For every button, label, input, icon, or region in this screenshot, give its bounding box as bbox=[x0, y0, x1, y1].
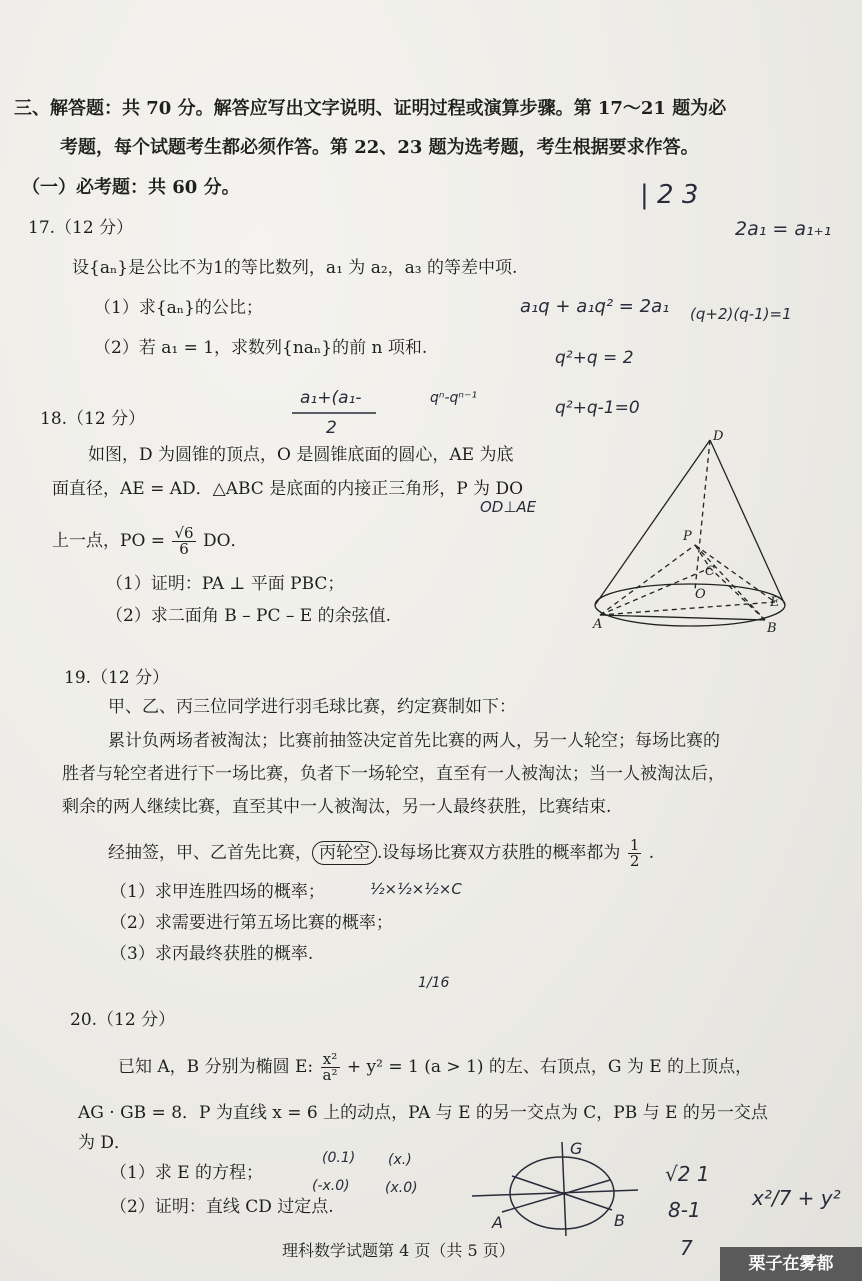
watermark-logo: 栗子在雾都 bbox=[720, 1247, 862, 1281]
hw-note-point3: (-x.0) bbox=[312, 1178, 350, 1194]
sketch-label-G: G bbox=[570, 1140, 583, 1158]
hw-note-q-power: qⁿ-qⁿ⁻¹ bbox=[430, 390, 477, 406]
q20-line3: 为 D． bbox=[78, 1133, 132, 1153]
triangle-BC bbox=[710, 568, 765, 620]
q20-frac-numerator: x² bbox=[321, 1052, 340, 1068]
hw-note-od-ae: OD⊥AE bbox=[480, 498, 537, 516]
q20-line2: AG · GB = 8．P 为直线 x = 6 上的动点，PA 与 E 的另一交点为 C，PB 与 E 的另一交点 bbox=[78, 1103, 768, 1123]
q19-circled-bye: 丙轮空 bbox=[312, 841, 377, 865]
label-A: A bbox=[593, 617, 603, 632]
q20-line1-start: 已知 A，B 分别为椭圆 E: bbox=[118, 1057, 314, 1077]
hw-note-eq3: q²+q = 2 bbox=[555, 348, 634, 368]
label-C: C bbox=[705, 564, 715, 579]
q20-line1 bbox=[118, 1052, 752, 1083]
hw-note-product: ½×½×½×C bbox=[370, 880, 462, 898]
hw-note-123: | 2 3 bbox=[640, 180, 699, 210]
sketch-label-B: B bbox=[614, 1211, 625, 1230]
q20-line1-end: + y² = 1 (a > 1) 的左、右顶点，G 为 E 的上顶点， bbox=[346, 1057, 753, 1077]
q17-part2: （2）若 a₁ = 1，求数列{naₙ}的前 n 项和. bbox=[94, 338, 428, 358]
hw-note-point4: (x.0) bbox=[385, 1180, 418, 1196]
q20-header: 20.（12 分） bbox=[70, 1010, 176, 1030]
label-B: B bbox=[767, 621, 777, 636]
q18-frac-denominator: 6 bbox=[179, 540, 189, 558]
q17-part1: （1）求{aₙ}的公比； bbox=[94, 298, 263, 318]
q20-frac-denominator: a² bbox=[322, 1066, 338, 1084]
q19-frac-denominator: 2 bbox=[629, 852, 640, 870]
q19-header: 19.（12 分） bbox=[64, 668, 170, 688]
label-D: D bbox=[713, 429, 724, 444]
q19-line4: 剩余的两人继续比赛，直至其中一人被淘汰，另一人最终获胜，比赛结束. bbox=[62, 797, 612, 817]
q18-part1: （1）证明：PA ⊥ 平面 PBC； bbox=[106, 574, 345, 594]
q19-line5-end: . bbox=[648, 843, 655, 863]
sketch-y-axis bbox=[562, 1142, 566, 1236]
sketch-line1 bbox=[502, 1180, 610, 1212]
segment-PA bbox=[600, 545, 695, 615]
q20-part2: （2）证明：直线 CD 过定点. bbox=[110, 1197, 334, 1217]
q18-line3-end: DO． bbox=[202, 531, 248, 551]
q19-frac-numerator: 1 bbox=[629, 836, 640, 854]
hw-note-frac-top: a₁+(a₁- bbox=[300, 388, 362, 408]
q19-part1: （1）求甲连胜四场的概率； bbox=[110, 882, 325, 902]
sketch-label-A: A bbox=[492, 1213, 503, 1232]
segment-PB bbox=[695, 545, 765, 620]
hw-note-frac-bottom: 2 bbox=[326, 418, 337, 438]
section-subheading: （一）必考题：共 60 分。 bbox=[22, 177, 240, 198]
hw-note-eq1: a₁q + a₁q² = 2a₁ bbox=[520, 296, 670, 317]
q19-line5-mid: .设每场比赛双方获胜的概率都为 bbox=[377, 843, 621, 863]
page-footer: 理科数学试题第 4 页（共 5 页） bbox=[282, 1241, 515, 1260]
q17-stem: 设{aₙ}是公比不为1的等比数列，a₁ 为 a₂，a₃ 的等差中项. bbox=[72, 258, 518, 278]
hw-note-ellipse-eq: x²/7 + y² bbox=[752, 1186, 841, 1210]
hw-note-eq2: (q+2)(q-1)=1 bbox=[690, 305, 792, 323]
q19-part3: （3）求丙最终获胜的概率. bbox=[110, 944, 314, 964]
hw-note-point2: (x.) bbox=[388, 1152, 412, 1168]
hw-ellipse-sketch bbox=[462, 1140, 642, 1238]
q20-fraction bbox=[321, 1052, 340, 1083]
label-P: P bbox=[683, 529, 692, 544]
hw-note-point1: (0.1) bbox=[322, 1150, 356, 1166]
section-heading-line1: 三、解答题：共 70 分。解答应写出文字说明、证明过程或演算步骤。第 17～21 题为必 bbox=[14, 98, 727, 119]
hw-note-eq4: q²+q-1=0 bbox=[555, 398, 640, 418]
q18-line2: 面直径，AE = AD．△ABC 是底面的内接正三角形，P 为 DO bbox=[52, 479, 524, 499]
hw-fraction-bar bbox=[290, 410, 380, 416]
q18-line3 bbox=[52, 526, 248, 557]
q19-line5-start: 经抽签，甲、乙首先比赛， bbox=[108, 843, 312, 863]
q19-line5 bbox=[108, 838, 654, 869]
hw-note-7: 7 bbox=[680, 1236, 693, 1260]
label-E: E bbox=[770, 595, 780, 610]
q17-header: 17.（12 分） bbox=[28, 218, 134, 238]
q18-frac-numerator: √6 bbox=[174, 524, 194, 542]
cone-slant-left bbox=[595, 440, 710, 605]
section-heading-line2: 考题，每个试题考生都必须作答。第 22、23 题为选考题，考生根据要求作答。 bbox=[60, 137, 699, 158]
q18-fraction bbox=[172, 526, 195, 557]
q18-line1: 如图，D 为圆锥的顶点，O 是圆锥底面的圆心，AE 为底 bbox=[88, 445, 514, 465]
q19-line1: 甲、乙、丙三位同学进行羽毛球比赛，约定赛制如下： bbox=[108, 697, 516, 717]
hw-note-8-1: 8-1 bbox=[668, 1198, 701, 1222]
label-O: O bbox=[695, 587, 706, 602]
hw-note-root2: √2 1 bbox=[665, 1162, 710, 1186]
q18-part2: （2）求二面角 B – PC – E 的余弦值. bbox=[106, 606, 391, 626]
hw-note-1-16: 1/16 bbox=[418, 975, 450, 991]
q18-line3-start: 上一点，PO = bbox=[52, 531, 166, 551]
triangle-AB bbox=[600, 615, 765, 620]
q19-part2: （2）求需要进行第五场比赛的概率； bbox=[110, 913, 393, 933]
q19-fraction bbox=[628, 838, 642, 869]
q19-line3: 胜者与轮空者进行下一场比赛，负者下一场轮空，直至有一人被淘汰；当一人被淘汰后， bbox=[62, 764, 725, 784]
q18-header: 18.（12 分） bbox=[40, 409, 146, 429]
q20-part1: （1）求 E 的方程； bbox=[110, 1163, 264, 1183]
cone-slant-right bbox=[710, 440, 785, 605]
hw-note-2a1: 2a₁ = a₁₊₁ bbox=[735, 218, 832, 240]
cone-diagram bbox=[585, 420, 805, 640]
q19-line2: 累计负两场者被淘汰；比赛前抽签决定首先比赛的两人，另一人轮空；每场比赛的 bbox=[108, 731, 720, 751]
